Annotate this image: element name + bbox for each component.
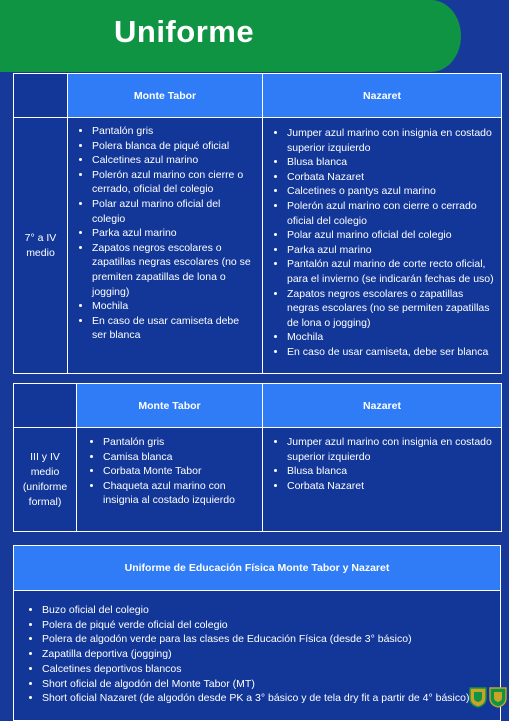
list-item: • Calcetines azul marino xyxy=(92,153,256,168)
list-item: • Zapatos negros escolares o zapatillas negras escolares (no se permiten zapatillas de lona o jogging) xyxy=(287,287,495,331)
table-corner xyxy=(14,384,77,428)
list-item: • Polera de piqué verde oficial del colegio xyxy=(42,618,494,633)
school-crest-icon xyxy=(470,688,486,707)
nazaret-list xyxy=(263,428,501,493)
list-item: • Parka azul marino xyxy=(287,243,495,258)
list-item: • Jumper azul marino con insignia en costado superior izquierdo xyxy=(287,126,495,155)
list-item: • Pantalón azul marino de corte recto oficial, para el invierno (se indicarán fechas de uso) xyxy=(287,257,495,286)
list-item: • Pantalón gris xyxy=(103,435,256,450)
pe-uniform-heading: Uniforme de Educación Física Monte Tabor y Nazaret xyxy=(14,546,501,591)
school-crest-icon xyxy=(490,688,506,707)
nazaret-list-cell xyxy=(263,428,502,532)
column-header-nazaret: Nazaret xyxy=(263,384,502,428)
list-item: • Polerón azul marino con cierre o cerrado, oficial del colegio xyxy=(92,168,256,197)
monte-tabor-list xyxy=(68,118,262,343)
column-header-monte-tabor: Monte Tabor xyxy=(68,74,263,118)
row-label-text: 7° a IV medio xyxy=(24,231,57,259)
list-item: • Corbata Nazaret xyxy=(287,170,495,185)
table-corner xyxy=(14,74,68,118)
row-label xyxy=(14,118,68,374)
list-item: • En caso de usar camiseta debe ser blanca xyxy=(92,314,256,343)
list-item: • Pantalón gris xyxy=(92,124,256,139)
nazaret-list-cell xyxy=(263,118,502,374)
list-item: • Corbata Nazaret xyxy=(287,479,495,494)
column-header-nazaret: Nazaret xyxy=(263,74,502,118)
monte-tabor-list xyxy=(77,428,262,508)
column-header-monte-tabor: Monte Tabor xyxy=(77,384,263,428)
school-logos xyxy=(468,686,508,708)
list-item: • Mochila xyxy=(287,330,495,345)
list-item: • Calcetines o pantys azul marino xyxy=(287,184,495,199)
list-item: • Polar azul marino oficial del colegio xyxy=(287,228,495,243)
row-label-text: III y IV medio (uniforme formal) xyxy=(22,450,68,508)
pe-uniform-list xyxy=(14,591,500,706)
monte-tabor-list-cell xyxy=(77,428,263,532)
pe-list-cell xyxy=(14,591,501,721)
uniform-table-7-to-IV xyxy=(13,73,502,374)
row-label xyxy=(14,428,77,532)
list-item: • Blusa blanca xyxy=(287,464,495,479)
list-item: • Polerón azul marino con cierre o cerrado oficial del colegio xyxy=(287,199,495,228)
list-item: • Calcetines deportivos blancos xyxy=(42,662,494,677)
pe-uniform-table xyxy=(13,545,501,721)
list-item: • Polera blanca de piqué oficial xyxy=(92,139,256,154)
list-item: • Chaqueta azul marino con insignia al costado izquierdo xyxy=(103,479,256,508)
list-item: • Parka azul marino xyxy=(92,226,256,241)
uniform-table-III-IV-formal xyxy=(13,383,502,532)
list-item: • Buzo oficial del colegio xyxy=(42,603,494,618)
list-item: • Corbata Monte Tabor xyxy=(103,464,256,479)
list-item: • Mochila xyxy=(92,299,256,314)
list-item: • Short oficial Nazaret (de algodón desde PK a 3° básico y de tela dry fit a partir de 4° básico) xyxy=(42,691,494,706)
list-item: • En caso de usar camiseta, debe ser blanca xyxy=(287,345,495,360)
list-item: • Short oficial de algodón del Monte Tabor (MT) xyxy=(42,677,494,692)
list-item: • Polar azul marino oficial del colegio xyxy=(92,197,256,226)
list-item: • Camisa blanca xyxy=(103,450,256,465)
list-item: • Zapatilla deportiva (jogging) xyxy=(42,647,494,662)
monte-tabor-list-cell xyxy=(68,118,263,374)
list-item: • Blusa blanca xyxy=(287,155,495,170)
list-item: • Jumper azul marino con insignia en costado superior izquierdo xyxy=(287,435,495,464)
list-item: • Zapatos negros escolares o zapatillas negras escolares (no se premiten zapatillas de lona o jogging) xyxy=(92,241,256,299)
page-title: Uniforme xyxy=(114,14,255,49)
list-item: • Polera de algodón verde para las clases de Educación Física (desde 3° básico) xyxy=(42,632,494,647)
nazaret-list xyxy=(263,118,501,360)
